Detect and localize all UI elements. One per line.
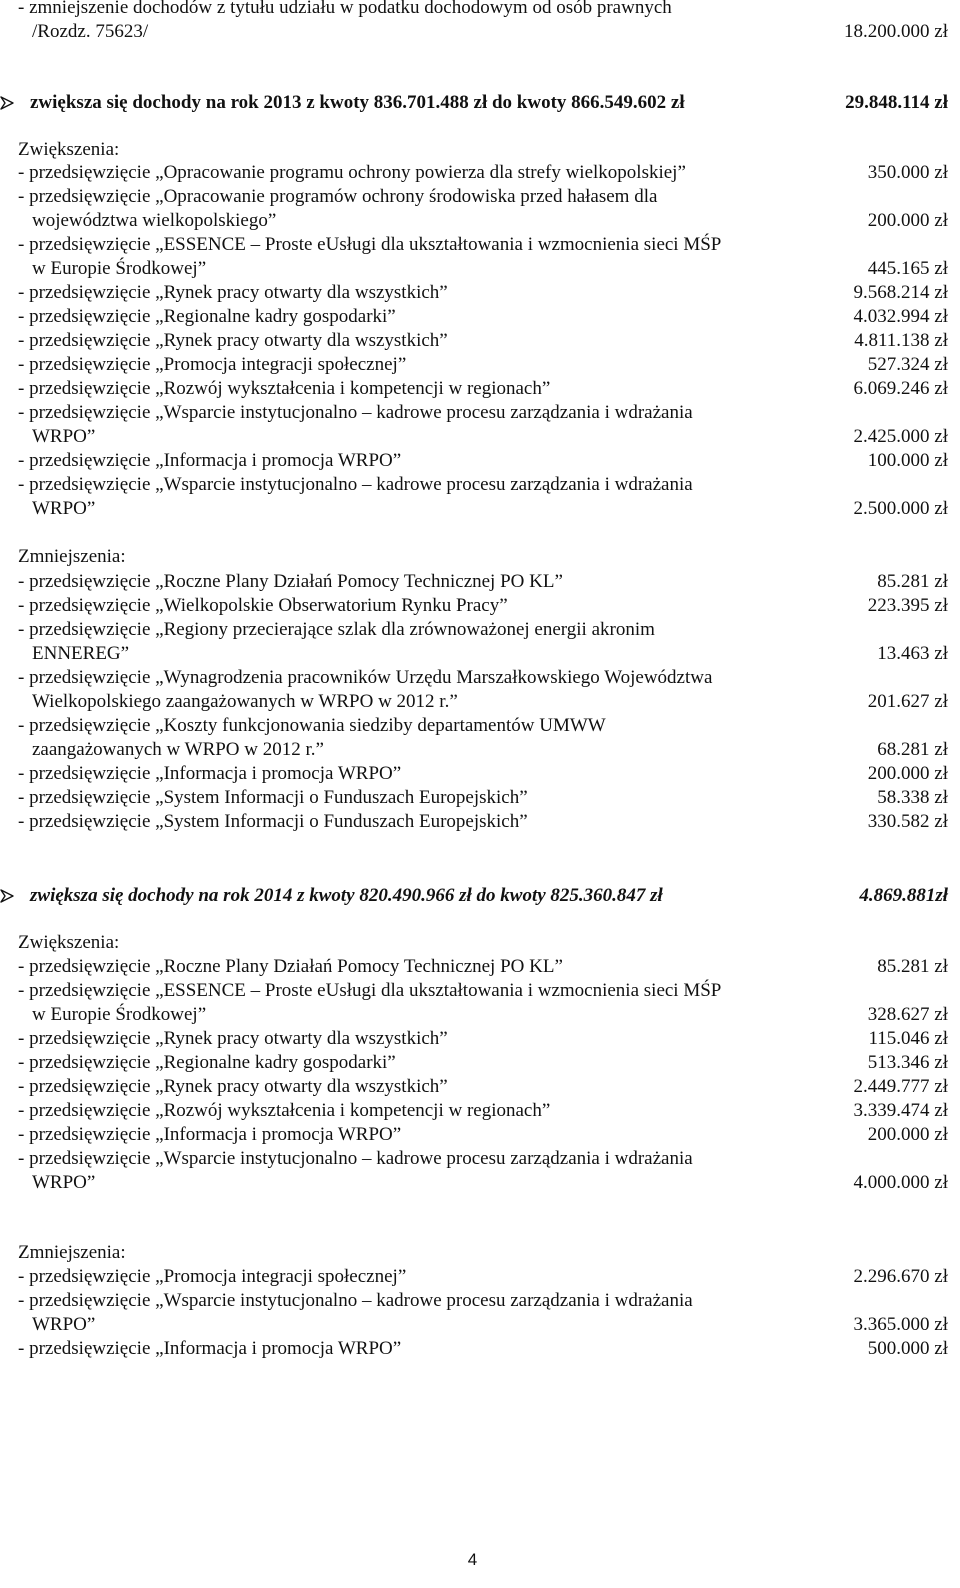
list-item [18,161,948,185]
list-item [18,738,948,762]
item-amount: 527.324 zł [867,354,948,375]
item-description: - przedsięwzięcie „Promocja integracji społecznej” [18,1266,407,1287]
list-item [18,401,948,425]
item-description: - przedsięwzięcie „Informacja i promocja WRPO” [18,1124,402,1145]
intro-text: - zmniejszenie dochodów z tytułu udziału w podatku dochodowym od osób prawnych [18,0,672,18]
item-amount: 6.069.246 zł [853,378,948,399]
decreases-label: Zmniejszenia: [18,1242,126,1263]
item-amount: 68.281 zł [877,739,948,760]
item-description: województwa wielkopolskiego” [32,210,277,231]
item-description: - przedsięwzięcie „Promocja integracji społecznej” [18,354,407,375]
list-item [18,955,948,979]
item-description: - przedsięwzięcie „Opracowanie programu ochrony powierza dla strefy wielkopolskiej” [18,162,686,183]
item-amount: 9.568.214 zł [853,282,948,303]
item-description: - przedsięwzięcie „Wsparcie instytucjonalno – kadrowe procesu zarządzania i wdrażania [18,1290,693,1311]
item-description: - przedsięwzięcie „Wsparcie instytucjonalno – kadrowe procesu zarządzania i wdrażania [18,1148,693,1169]
list-item [18,185,948,209]
item-description: - przedsięwzięcie „Rynek pracy otwarty dla wszystkich” [18,1076,448,1097]
item-description: w Europie Środkowej” [32,258,207,279]
item-description: - przedsięwzięcie „Wynagrodzenia pracowników Urzędu Marszałkowskiego Województwa [18,667,713,688]
list-item [18,1147,948,1171]
list-item [18,666,948,690]
item-amount: 200.000 zł [867,1124,948,1145]
item-description: - przedsięwzięcie „ESSENCE – Proste eUsługi dla ukształtowania i wzmocnienia sieci MŚP [18,980,722,1001]
item-amount: 4.000.000 zł [853,1172,948,1193]
list-item [18,233,948,257]
list-item [18,1265,948,1289]
section-2014-heading [0,884,948,908]
list-item [18,497,948,521]
item-amount: 85.281 zł [877,956,948,977]
list-item [18,1123,948,1147]
list-item [18,1099,948,1123]
list-item [18,979,948,1003]
list-item [18,570,948,594]
list-item [18,209,948,233]
section-total: 4.869.881zł [859,885,948,906]
intro-line [18,0,948,20]
list-item [18,642,948,666]
item-description: - przedsięwzięcie „Informacja i promocja WRPO” [18,450,402,471]
item-description: - przedsięwzięcie „Regionalne kadry gospodarki” [18,1052,396,1073]
list-item [18,1051,948,1075]
list-item [18,1027,948,1051]
list-item [18,449,948,473]
item-amount: 200.000 zł [867,210,948,231]
list-item [18,1337,948,1361]
item-description: - przedsięwzięcie „Wielkopolskie Obserwatorium Rynku Pracy” [18,595,508,616]
list-item [18,618,948,642]
list-item [18,1075,948,1099]
item-description: - przedsięwzięcie „Regiony przecierające szlak dla zrównoważonej energii akronim [18,619,655,640]
item-description: zaangażowanych w WRPO w 2012 r.” [32,739,324,760]
item-amount: 201.627 zł [867,691,948,712]
list-item [18,257,948,281]
item-description: WRPO” [32,1172,96,1193]
item-amount: 2.500.000 zł [853,498,948,519]
item-amount: 2.425.000 zł [853,426,948,447]
increases-label: Zwiększenia: [18,139,120,160]
list-item [18,1313,948,1337]
section-title: zwiększa się dochody na rok 2013 z kwoty 836.701.488 zł do kwoty 866.549.602 zł [30,92,685,113]
intro-line [18,20,948,44]
item-description: - przedsięwzięcie „Rynek pracy otwarty dla wszystkich” [18,330,448,351]
arrow-bullet-icon [0,884,18,908]
item-description: - przedsięwzięcie „Rozwój wykształcenia i kompetencji w regionach” [18,1100,551,1121]
item-amount: 2.449.777 zł [853,1076,948,1097]
item-description: - przedsięwzięcie „Wsparcie instytucjonalno – kadrowe procesu zarządzania i wdrażania [18,402,693,423]
item-amount: 4.032.994 zł [853,306,948,327]
section-total: 29.848.114 zł [845,92,948,113]
item-description: WRPO” [32,498,96,519]
item-description: - przedsięwzięcie „System Informacji o Funduszach Europejskich” [18,811,528,832]
item-amount: 4.811.138 zł [854,330,948,351]
list-item [18,786,948,810]
item-amount: 500.000 zł [867,1338,948,1359]
list-item [18,281,948,305]
item-amount: 328.627 zł [867,1004,948,1025]
list-item [18,714,948,738]
item-description: - przedsięwzięcie „Opracowanie programów ochrony środowiska przed hałasem dla [18,186,658,207]
item-description: - przedsięwzięcie „Rynek pracy otwarty dla wszystkich” [18,1028,448,1049]
item-amount: 85.281 zł [877,571,948,592]
page-number: 4 [467,1550,478,1569]
item-description: Wielkopolskiego zaangażowanych w WRPO w 2012 r.” [32,691,458,712]
item-amount: 58.338 zł [877,787,948,808]
item-description: - przedsięwzięcie „Koszty funkcjonowania siedziby departamentów UMWW [18,715,606,736]
list-item [18,377,948,401]
list-item [18,329,948,353]
item-description: - przedsięwzięcie „System Informacji o Funduszach Europejskich” [18,787,528,808]
item-amount: 200.000 zł [867,763,948,784]
item-description: - przedsięwzięcie „Regionalne kadry gospodarki” [18,306,396,327]
item-description: - przedsięwzięcie „Roczne Plany Działań Pomocy Technicznej PO KL” [18,956,563,977]
decreases-label: Zmniejszenia: [18,546,126,567]
list-item [18,762,948,786]
list-item [18,690,948,714]
list-item [18,425,948,449]
item-description: w Europie Środkowej” [32,1004,207,1025]
item-description: WRPO” [32,426,96,447]
item-description: - przedsięwzięcie „Informacja i promocja WRPO” [18,1338,402,1359]
intro-amount: 18.200.000 zł [844,21,948,42]
item-amount: 13.463 zł [877,643,948,664]
increases-label: Zwiększenia: [18,932,120,953]
list-item [18,305,948,329]
list-item [18,810,948,834]
list-item [18,473,948,497]
list-item [18,594,948,618]
item-amount: 115.046 zł [868,1028,948,1049]
item-description: - przedsięwzięcie „ESSENCE – Proste eUsługi dla ukształtowania i wzmocnienia sieci MŚP [18,234,722,255]
item-amount: 223.395 zł [867,595,948,616]
item-description: WRPO” [32,1314,96,1335]
item-description: ENNEREG” [32,643,130,664]
item-amount: 3.365.000 zł [853,1314,948,1335]
item-amount: 445.165 zł [867,258,948,279]
arrow-bullet-icon [0,91,18,115]
item-description: - przedsięwzięcie „Rynek pracy otwarty dla wszystkich” [18,282,448,303]
list-item [18,353,948,377]
list-item [18,1289,948,1313]
item-amount: 3.339.474 zł [853,1100,948,1121]
item-amount: 100.000 zł [867,450,948,471]
item-description: - przedsięwzięcie „Wsparcie instytucjonalno – kadrowe procesu zarządzania i wdrażania [18,474,693,495]
list-item [18,1171,948,1195]
item-amount: 2.296.670 zł [853,1266,948,1287]
item-amount: 350.000 zł [867,162,948,183]
intro-text: /Rozdz. 75623/ [32,21,149,42]
section-2013-heading [0,91,948,115]
item-description: - przedsięwzięcie „Informacja i promocja WRPO” [18,763,402,784]
item-description: - przedsięwzięcie „Rozwój wykształcenia i kompetencji w regionach” [18,378,551,399]
item-amount: 330.582 zł [867,811,948,832]
item-amount: 513.346 zł [867,1052,948,1073]
list-item [18,1003,948,1027]
item-description: - przedsięwzięcie „Roczne Plany Działań Pomocy Technicznej PO KL” [18,571,563,592]
section-title: zwiększa się dochody na rok 2014 z kwoty 820.490.966 zł do kwoty 825.360.847 zł [30,885,663,906]
